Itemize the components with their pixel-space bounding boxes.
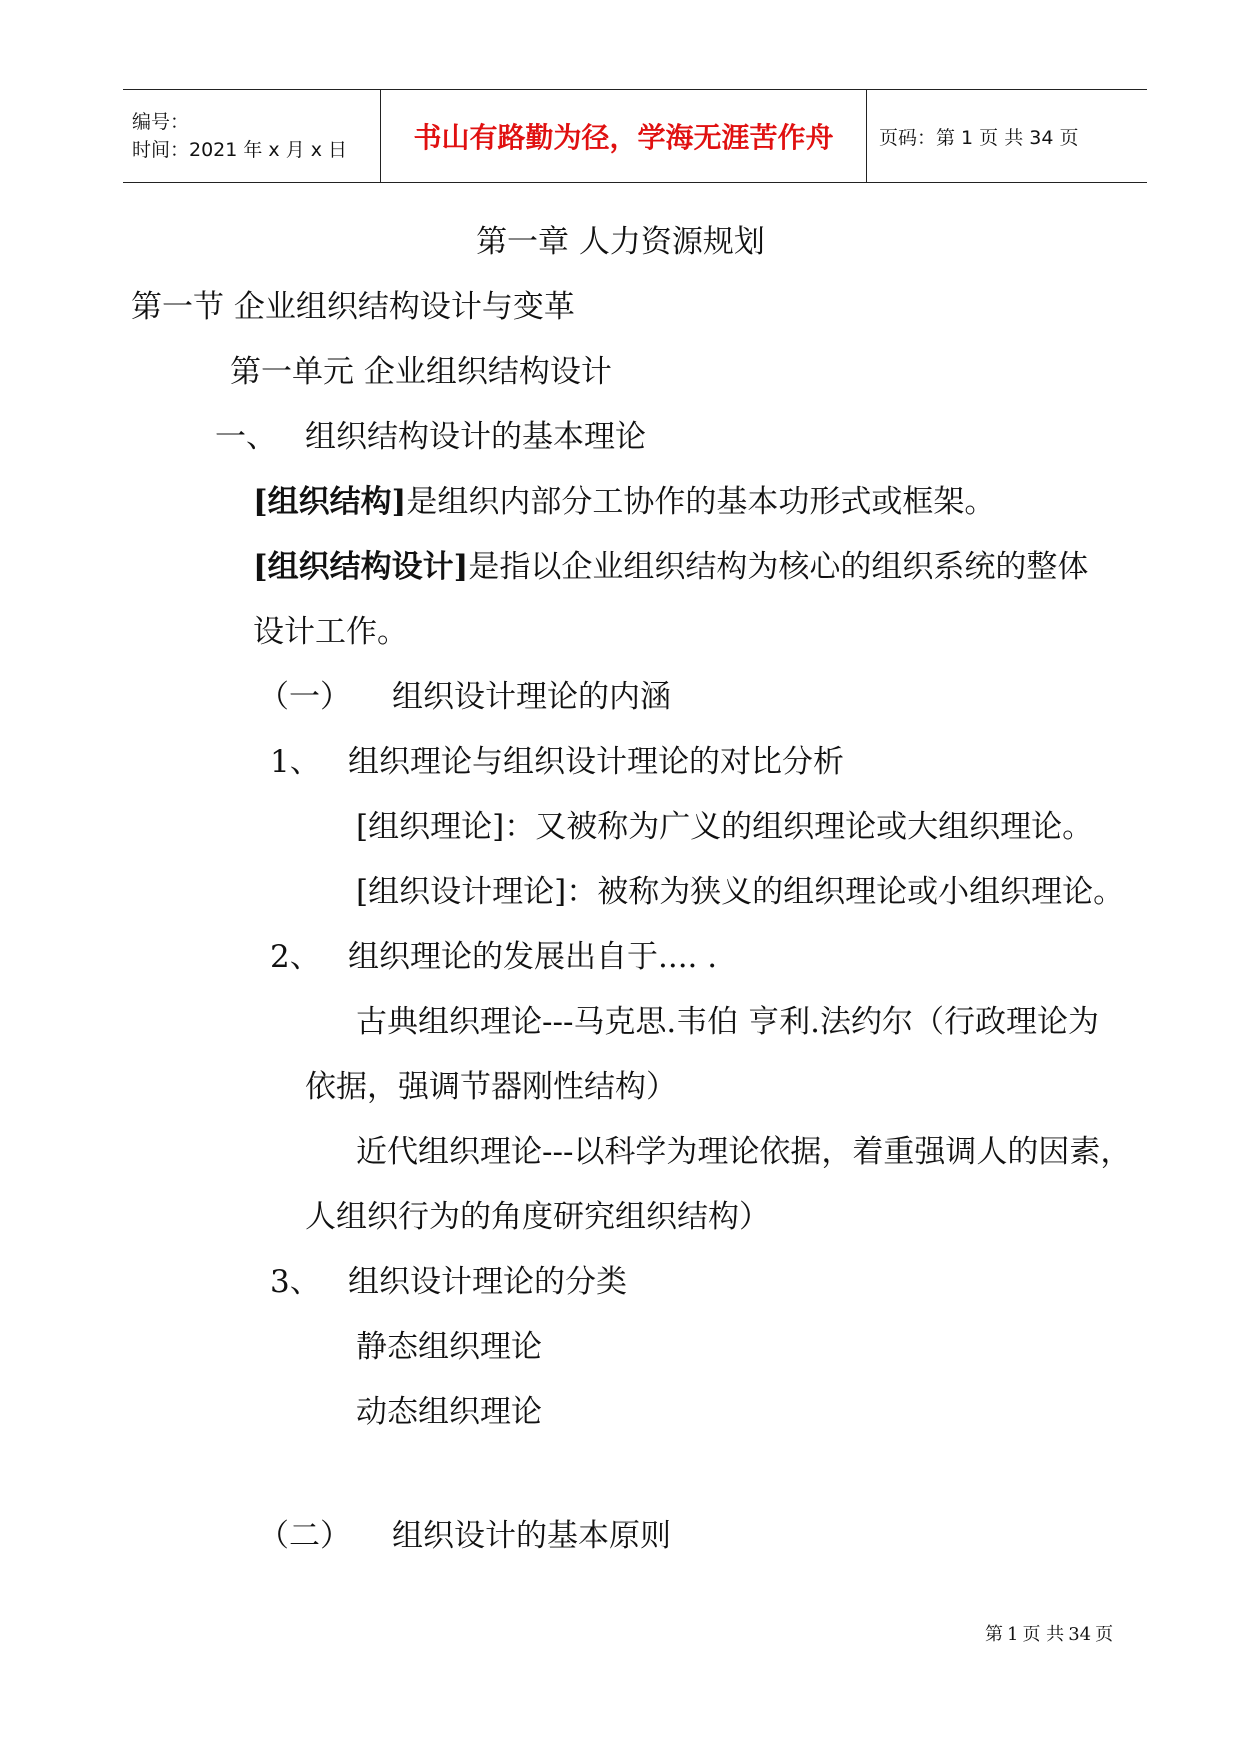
subsection1-title: 组织设计理论的内涵 bbox=[392, 679, 671, 715]
definition-term: [组织结构设计] bbox=[253, 549, 469, 585]
classic-theory-continued: 依据，强调节器刚性结构） bbox=[305, 1069, 677, 1105]
time-label: 时间：2021 年 x 月 x 日 bbox=[132, 139, 348, 161]
classic-theory bbox=[356, 1002, 1099, 1042]
modern-theory-text: 以科学为理论依据，着重强调人的因素， bbox=[573, 1134, 1132, 1170]
unit-title: 第一单元 企业组织结构设计 bbox=[230, 354, 612, 390]
modern-theory-term: 近代组织理论--- bbox=[356, 1134, 574, 1170]
definition-text: 是指以企业组织结构为核心的组织系统的整体 bbox=[468, 549, 1089, 585]
modern-theory bbox=[356, 1132, 1131, 1172]
definition-org-design-continued: 设计工作。 bbox=[253, 614, 408, 650]
item1-title: 组织理论与组织设计理论的对比分析 bbox=[348, 744, 844, 780]
header-left-cell bbox=[123, 90, 381, 182]
subsection1-number: （一） bbox=[258, 679, 351, 715]
page-footer bbox=[985, 1620, 1117, 1646]
footer-current-page: 1 bbox=[1007, 1624, 1019, 1645]
definition-org-design bbox=[253, 547, 1088, 587]
header-right-cell bbox=[867, 90, 1147, 182]
part1-title: 组织结构设计的基本理论 bbox=[305, 419, 646, 455]
header-page-label: 页码：第 1 页 共 34 页 bbox=[879, 126, 1079, 149]
item2-title: 组织理论的发展出自于.... . bbox=[348, 939, 718, 975]
part1-number: 一、 bbox=[215, 419, 277, 455]
item3-title: 组织设计理论的分类 bbox=[348, 1264, 627, 1300]
classic-theory-term: 古典组织理论--- bbox=[356, 1004, 574, 1040]
definition-org-structure bbox=[253, 482, 995, 522]
section-title: 第一节 企业组织结构设计与变革 bbox=[131, 289, 575, 325]
definition-term: [组织结构] bbox=[253, 484, 407, 520]
header-motto: 书山有路勤为径，学海无涯苦作舟 bbox=[413, 121, 834, 154]
item1-line1: [组织理论]：又被称为广义的组织理论或大组织理论。 bbox=[356, 809, 1094, 845]
page-header bbox=[123, 89, 1147, 183]
dynamic-theory: 动态组织理论 bbox=[356, 1394, 542, 1430]
static-theory: 静态组织理论 bbox=[356, 1329, 542, 1365]
footer-total-pages: 34 bbox=[1068, 1624, 1092, 1645]
modern-theory-continued: 人组织行为的角度研究组织结构） bbox=[305, 1199, 770, 1235]
footer-suffix: 页 bbox=[1095, 1624, 1114, 1645]
header-motto-cell bbox=[381, 90, 867, 182]
subsection2-title: 组织设计的基本原则 bbox=[392, 1518, 671, 1554]
number-label: 编号： bbox=[132, 111, 190, 133]
item3-number: 3、 bbox=[270, 1264, 321, 1300]
chapter-title: 第一章 人力资源规划 bbox=[476, 224, 765, 260]
definition-text: 是组织内部分工协作的基本功形式或框架。 bbox=[406, 484, 996, 520]
footer-middle: 页 共 bbox=[1022, 1624, 1065, 1645]
item1-line2: [组织设计理论]：被称为狭义的组织理论或小组织理论。 bbox=[356, 874, 1125, 910]
classic-theory-text: 马克思.韦伯 亨利.法约尔（行政理论为 bbox=[573, 1004, 1099, 1040]
footer-prefix: 第 bbox=[985, 1624, 1003, 1645]
subsection2-number: （二） bbox=[258, 1518, 351, 1554]
item1-number: 1、 bbox=[270, 744, 321, 780]
item2-number: 2、 bbox=[270, 939, 321, 975]
